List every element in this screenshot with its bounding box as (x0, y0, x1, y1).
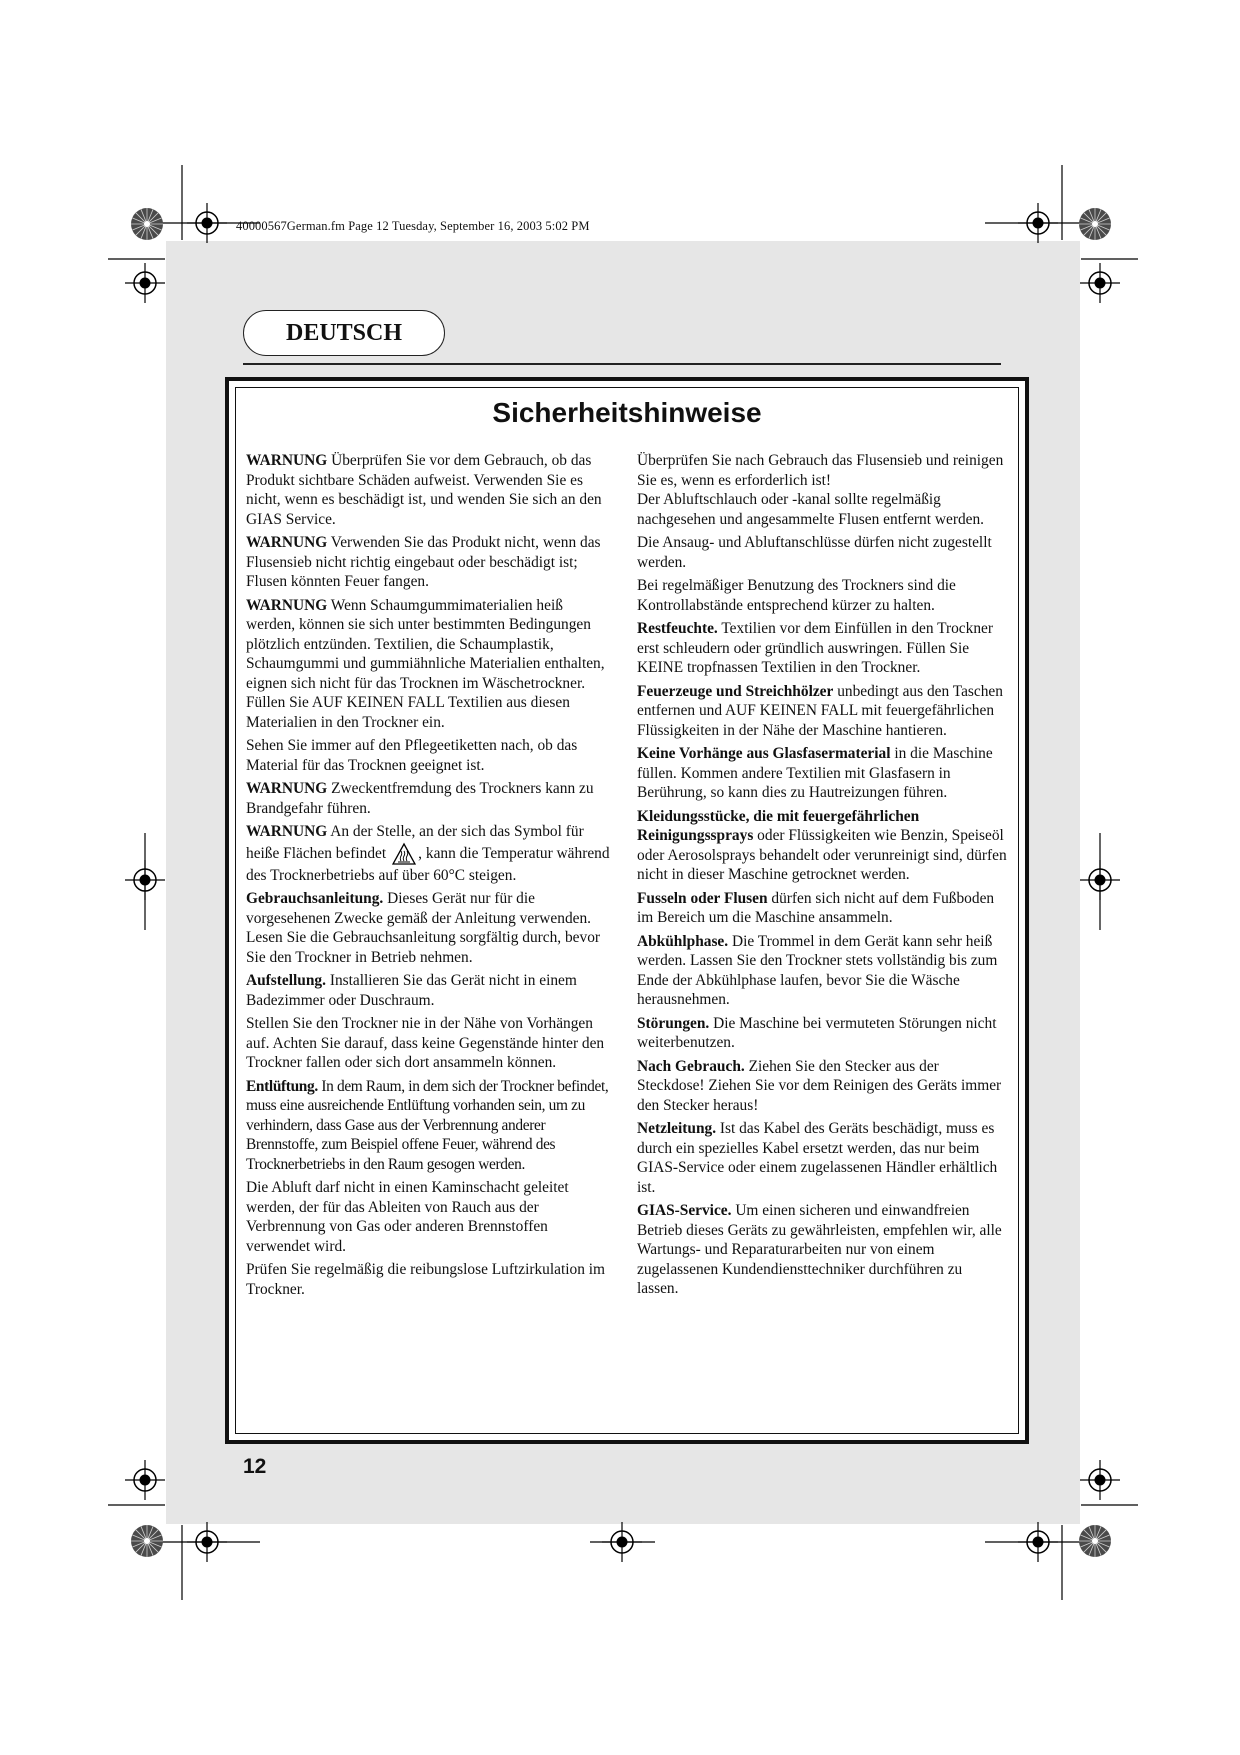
left-column (246, 451, 610, 1303)
paragraph: Fusseln oder Flusen dürfen sich nicht auf dem Fußboden im Bereich um die Maschine ansammeln. (637, 889, 995, 926)
paragraph: WARNUNG Wenn Schaumgummimaterialien heiß werden, können sie sich unter bestimmten Bedingungen plötzlich entzünden. Textilien, die Schaumplastik, Schaumgummi und gummiähnliche Materialien enthalten, eignen sich nicht für das Trocknen im Wäschetrockner. Füllen Sie AUF KEINEN FALL Textilien aus diesen Materialien in den Trockner ein. (246, 596, 605, 731)
paragraph: Abkühlphase. Die Trommel in dem Gerät kann sehr heiß werden. Lassen Sie den Trockner stets vollständig bis zum Ende der Abkühlphase laufen, bevor Sie die Wäsche herausnehmen. (637, 932, 998, 1008)
header-rule (243, 363, 1001, 365)
paragraph: Nach Gebrauch. Ziehen Sie den Stecker aus der Steckdose! Ziehen Sie vor dem Reinigen des Geräts immer den Stecker heraus! (637, 1057, 1002, 1114)
paragraph: WARNUNG An der Stelle, an der sich das Symbol für heiße Flächen befindet , kann die Temperatur während des Trocknerbetriebs auf über 60°C steigen. (246, 823, 610, 884)
paragraph: Die Abluft darf nicht in einen Kaminschacht geleitet werden, der für das Ableiten von Rauch aus der Verbrennung von Gas oder anderen Brennstoffen verwendet wird. (246, 1179, 569, 1255)
right-column (637, 451, 1007, 1303)
paragraph: Der Abluftschlauch oder -kanal sollte regelmäßig nachgesehen und angesammelte Flusen entfernt werden. (637, 491, 985, 528)
paragraph: WARNUNG Verwenden Sie das Produkt nicht, wenn das Flusensieb nicht richtig eingebaut oder beschädigt ist; Flusen könnten Feuer fangen. (246, 534, 601, 590)
paragraph: GIAS-Service. Um einen sicheren und einwandfreien Betrieb dieses Geräts zu gewährleisten, empfehlen wir, alle Wartungs- und Reparaturarbeiten nur von einem zugelassenen Kundendiensttechniker durchführen zu lassen. (637, 1202, 1002, 1297)
paragraph: WARNUNG Zweckentfremdung des Trockners kann zu Brandgefahr führen. (246, 780, 594, 817)
paragraph: Stellen Sie den Trockner nie in der Nähe von Vorhängen auf. Achten Sie darauf, dass keine Gegenstände hinter den Trockner fallen oder sich dort ansammeln können. (246, 1015, 605, 1071)
paragraph: WARNUNG Überprüfen Sie vor dem Gebrauch, ob das Produkt sichtbare Schäden aufweist. Verwenden Sie es nicht, wenn es beschädigt ist, und wenden Sie sich an den GIAS Service. (246, 452, 602, 528)
paragraph: Restfeuchte. Textilien vor dem Einfüllen in den Trockner erst schleudern oder gründlich auswringen. Füllen Sie KEINE tropfnassen Textilien in den Trockner. (637, 620, 993, 676)
paragraph: Kleidungsstücke, die mit feuergefährlichen Reinigungssprays oder Flüssigkeiten wie Benzin, Speiseöl oder Aerosolsprays behandelt oder verunreinigt sind, dürfen nicht in dieser Maschine getrocknet werden. (637, 807, 1007, 883)
paragraph: Störungen. Die Maschine bei vermuteten Störungen nicht weiterbenutzen. (637, 1014, 997, 1051)
paragraph: Feuerzeuge und Streichhölzer unbedingt aus den Taschen entfernen und AUF KEINEN FALL mit feuergefährlichen Flüssigkeiten in der Nähe der Maschine hantieren. (637, 682, 1003, 739)
safety-box (225, 377, 1029, 1444)
paragraph: Aufstellung. Installieren Sie das Gerät nicht in einem Badezimmer oder Duschraum. (246, 972, 577, 1009)
paragraph: Keine Vorhänge aus Glasfasermaterial in die Maschine füllen. Kommen andere Textilien mit Glasfasern in Berührung, so kann dies zu Hautreizungen führen. (637, 745, 993, 801)
paragraph: Prüfen Sie regelmäßig die reibungslose Luftzirkulation im Trockner. (246, 1261, 606, 1298)
paragraph: Die Ansaug- und Abluftanschlüsse dürfen nicht zugestellt werden. (637, 534, 992, 571)
language-label: DEUTSCH (243, 310, 445, 356)
paragraph: Entlüftung. In dem Raum, in dem sich der Trockner befindet, muss eine ausreichende Entlüftung vorhanden sein, um zu verhindern, dass Gase aus der Verbrennung anderer Brennstoffe, zum Beispiel offene Feuer, während des Trocknerbetriebs in den Raum gesogen werden. (246, 1077, 609, 1173)
page-number: 12 (243, 1455, 267, 1478)
paragraph: Netzleitung. Ist das Kabel des Geräts beschädigt, muss es durch ein spezielles Kabel ersetzt werden, das nur beim GIAS-Service oder einem zugelassenen Händler erhältlich ist. (637, 1120, 998, 1196)
paragraph: Sehen Sie immer auf den Pflegeetiketten nach, ob das Material für das Trocknen geeignet ist. (246, 737, 578, 774)
hot-surface-warning-icon (392, 842, 416, 866)
file-header-line: 40000567German.fm Page 12 Tuesday, September 16, 2003 5:02 PM (236, 219, 590, 233)
paragraph: Überprüfen Sie nach Gebrauch das Flusensieb und reinigen Sie es, wenn es erforderlich ist! (637, 452, 1004, 489)
paragraph: Bei regelmäßiger Benutzung des Trockners sind die Kontrollabstände entsprechend kürzer zu halten. (637, 577, 956, 614)
paragraph: Gebrauchsanleitung. Dieses Gerät nur für die vorgesehenen Zwecke gemäß der Anleitung verwenden. Lesen Sie die Gebrauchsanleitung sorgfältig durch, bevor Sie den Trockner in Betrieb nehmen. (246, 890, 601, 966)
section-title: Sicherheitshinweise (492, 397, 762, 428)
